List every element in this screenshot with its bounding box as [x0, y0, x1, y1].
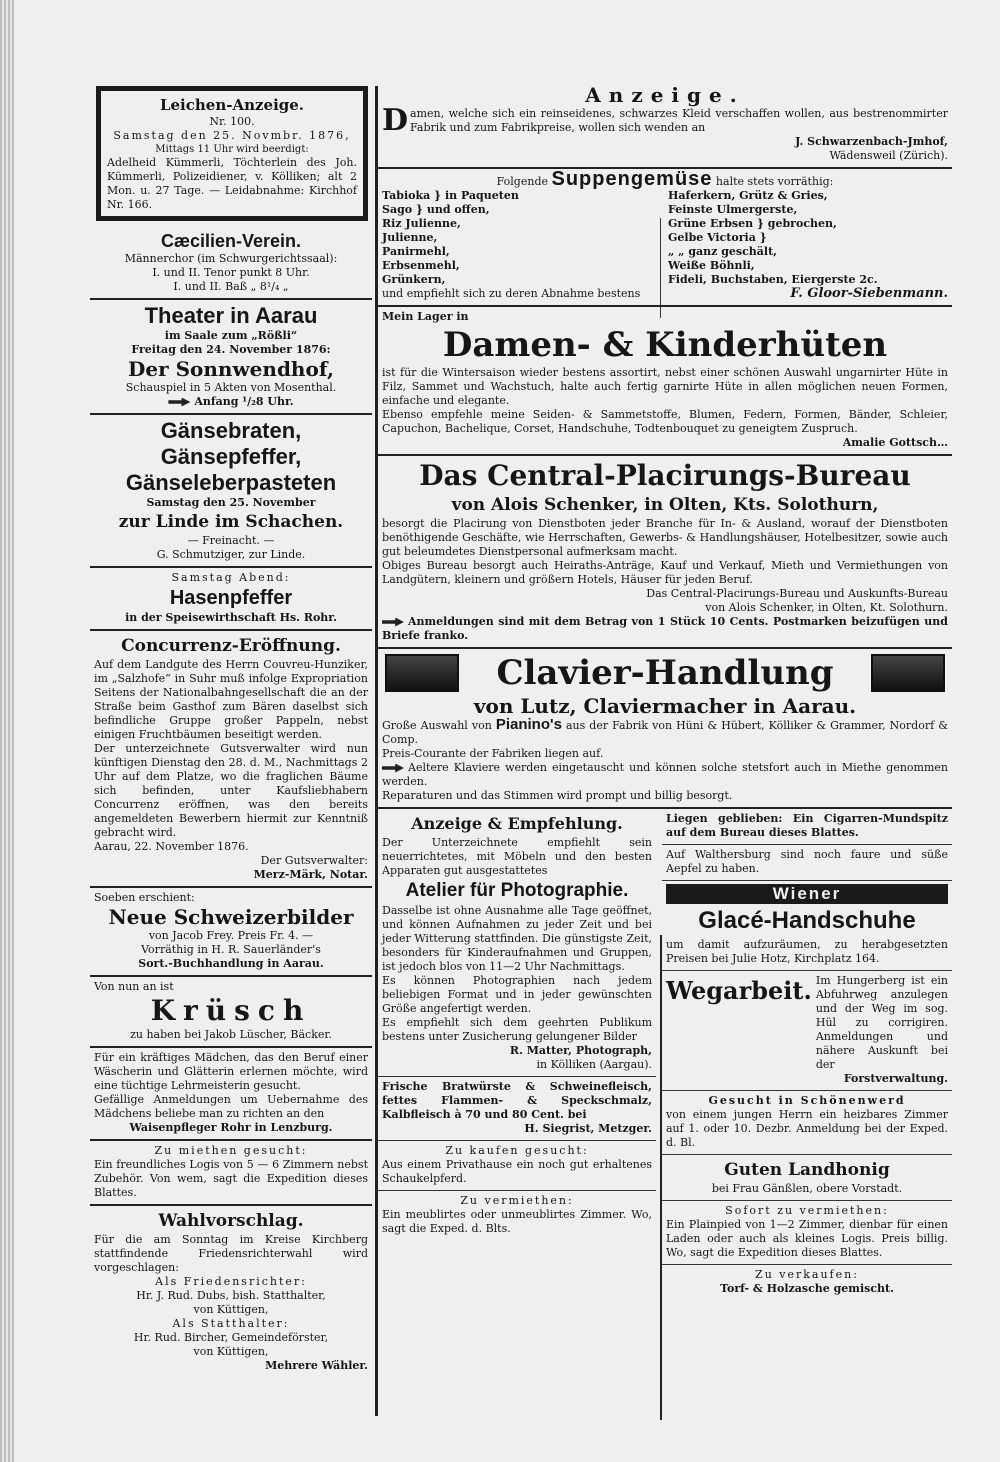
suppe-item: Panirmehl,	[382, 245, 450, 258]
bratwurst-sig: H. Siegrist, Metzger.	[524, 1122, 652, 1135]
pointing-hand-icon	[168, 398, 190, 407]
death-notice-time: Mittags 11 Uhr wird beerdigt:	[155, 144, 309, 155]
clavier-text: Große Auswahl von	[382, 719, 492, 732]
lower-left	[378, 809, 656, 1300]
concurrenz-title: Concurrenz-Eröffnung.	[121, 636, 341, 656]
kaufen-text: Aus einem Privathause ein noch gut erhaltenes Schaukelpferd.	[382, 1158, 652, 1185]
glace-title: Glacé-Handschuhe	[698, 907, 916, 934]
gaense-place: zur Linde im Schachen.	[118, 512, 344, 532]
maedchen-text: Gefällige Anmeldungen um Uebernahme des Mädchens beliebe man zu richten an den	[94, 1093, 368, 1120]
caecilien-title: Cæcilien-Verein.	[160, 231, 302, 251]
schweizerbilder-ad	[90, 888, 372, 977]
anzeige-sig: J. Schwarzenbach-Jmhof,	[795, 135, 948, 148]
central-sig: von Alois Schenker, in Olten, Kt. Solothurn.	[705, 601, 948, 614]
anzeige-initial: D	[382, 103, 409, 138]
schweizerbilder-line: Soeben erschient:	[94, 891, 195, 904]
suppe-ad	[378, 169, 952, 307]
photo-text: Der Unterzeichnete empfiehlt sein neuerrichtetes, mit Möbeln und den besten Apparaten gut ausgestattetes	[382, 836, 652, 877]
schweizerbilder-line: Vorräthig in H. R. Sauerländer's	[141, 943, 321, 956]
central-sig: Das Central-Placirungs-Bureau und Auskunfts-Bureau	[646, 587, 948, 600]
honig-line: bei Frau Gänßlen, obere Vorstadt.	[711, 1182, 903, 1195]
bratwurst-ad	[378, 1077, 656, 1141]
suppe-item: Fideli, Buchstaben, Eiergerste 2c.	[668, 273, 878, 286]
clavier-text: aus der Fabrik von Hüni & Hübert, Kölliker & Grammer, Nordorf & Comp.	[382, 719, 948, 746]
suppe-item: Gelbe Victoria }	[668, 231, 767, 244]
gaense-line: — Freinacht. —	[187, 534, 275, 547]
left-column	[90, 80, 372, 1425]
wegarbeit-title: Wegarbeit.	[666, 976, 812, 1005]
vermiethen2-ad	[662, 1201, 952, 1265]
wahl-place: von Küttigen,	[193, 1303, 269, 1316]
wegarbeit-sig: Forstverwaltung.	[843, 1072, 948, 1085]
theater-start: Anfang ¹/₂8 Uhr.	[194, 395, 294, 408]
glace-text: um damit aufzuräumen, zu herabgesetzten Preisen bei Julie Hotz, Kirchplatz 164.	[666, 938, 948, 965]
photo-title: Anzeige & Empfehlung.	[411, 814, 623, 833]
vermiethen-title: Zu vermiethen:	[460, 1194, 574, 1207]
suppe-item: Grünkern,	[382, 273, 446, 286]
death-notice-title: Leichen-Anzeige.	[159, 96, 305, 114]
miethen-ad	[90, 1141, 372, 1206]
zimmer-title: Gesucht in Schönenwerd	[708, 1094, 906, 1107]
suppe-item: Sago } und offen,	[382, 203, 490, 216]
suppe-pre: Folgende	[496, 175, 548, 188]
hasen-line: Samstag Abend:	[171, 571, 291, 584]
suppe-item: Weiße Böhnli,	[668, 259, 755, 272]
suppe-item: Grüne Erbsen } gebrochen,	[668, 217, 837, 230]
gaense-title: Gänsebraten, Gänsepfeffer, Gänseleberpasteten	[125, 418, 337, 495]
anzeige-ad	[378, 80, 952, 169]
death-notice-number: Nr. 100.	[209, 115, 255, 128]
hasen-title: Hasenpfeffer	[169, 587, 293, 609]
clavier-text: Reparaturen und das Stimmen wird prompt und billig besorgt.	[382, 789, 733, 802]
concurrenz-text: Auf dem Landgute des Herrn Couvreu-Hunziker, im „Salzhofe“ in Suhr muß infolge Expropriation Seitens der Nationalbahngesellschaft die an der Straße beim Gasthof zum Bären daselbst sich befindliche Gruppe großer Pappeln, nebst einigen Fruchtbäumen beseitigt werden.	[94, 658, 368, 741]
maedchen-line: Waisenpfleger Rohr in Lenzburg.	[129, 1121, 333, 1134]
vermiethen2-title: Sofort zu vermiethen:	[725, 1204, 889, 1217]
concurrenz-ad	[90, 631, 372, 888]
kruesch-title: Krüsch	[150, 994, 312, 1027]
pointing-hand-icon	[382, 618, 404, 627]
clavier-text: Preis-Courante der Fabriken liegen auf.	[382, 747, 604, 760]
photo-heading: Atelier für Photographie.	[405, 880, 629, 901]
kruesch-ad	[90, 977, 372, 1048]
central-text: Obiges Bureau besorgt auch Heiraths-Anträge, Kauf und Verkauf, Mieth und Vermiethungen von Landgütern, kleinern und größern Hotels, Häuser für jeden Beruf.	[382, 559, 948, 586]
concurrenz-date: Aarau, 22. November 1876.	[94, 840, 249, 853]
vermiethen-ad	[378, 1191, 656, 1240]
kruesch-line: Von nun an ist	[94, 980, 174, 993]
suppe-title: Suppengemüse	[551, 168, 713, 190]
clavier-title: Clavier-Handlung	[496, 653, 834, 693]
suppe-right-list	[668, 189, 948, 287]
honig-ad	[662, 1155, 952, 1201]
pointing-hand-icon	[382, 764, 404, 773]
schweizerbilder-line: Sort.-Buchhandlung in Aarau.	[138, 957, 324, 970]
wahl-place: von Küttigen,	[193, 1345, 269, 1358]
damen-line: Mein Lager in	[382, 310, 469, 323]
theater-line: Freitag den 24. November 1876:	[131, 343, 331, 356]
vermiethen-text: Ein meublirtes oder unmeublirtes Zimmer. Wo, sagt die Exped. d. Blts.	[382, 1208, 652, 1235]
wahl-title: Wahlvorschlag.	[158, 1211, 304, 1231]
suppe-item: Tabioka } in Paqueten	[382, 189, 519, 202]
suppe-post: halte stets vorräthig:	[715, 175, 834, 188]
theater-line: Schauspiel in 5 Akten von Mosenthal.	[125, 381, 337, 394]
lower-section	[378, 809, 952, 1300]
wahl-text: Für die am Sonntag im Kreise Kirchberg stattfindende Friedensrichterwahl wird vorgeschlagen:	[94, 1233, 368, 1274]
miethen-title: Zu miethen gesucht:	[154, 1144, 308, 1157]
wahl-ad	[90, 1206, 372, 1377]
clavier-subtitle: von Lutz, Claviermacher in Aarau.	[473, 694, 857, 718]
piano-icon	[385, 654, 459, 692]
suppe-item: Feinste Ulmergerste,	[668, 203, 798, 216]
suppe-sig: F. Gloor-Siebenmann.	[790, 286, 948, 301]
suppe-item: Erbsenmehl,	[382, 259, 460, 272]
gaense-line: Samstag den 25. November	[146, 496, 316, 509]
central-title: Das Central-Placirungs-Bureau	[419, 459, 911, 492]
damen-title: Damen- & Kinderhüten	[442, 325, 888, 365]
central-subtitle: von Alois Schenker, in Olten, Kts. Solothurn,	[451, 495, 879, 515]
verkaufen-title: Zu verkaufen:	[755, 1268, 859, 1281]
concurrenz-sig: Merz-Märk, Notar.	[253, 868, 368, 881]
damen-ad	[378, 307, 952, 456]
theater-line: im Saale zum „Rößli“	[164, 329, 298, 342]
wahl-name: Hr. Rud. Bircher, Gemeindeförster,	[133, 1331, 329, 1344]
vermiethen2-text: Ein Plainpied von 1—2 Zimmer, dienbar für einen Laden oder auch als kleines Logis. Preis billig. Wo, sagt die Expedition dieses Blattes.	[666, 1218, 948, 1259]
zimmer-text: von einem jungen Herrn ein heizbares Zimmer auf 1. oder 10. Dezbr. Anmeldung bei der Exped. d. Bl.	[666, 1108, 948, 1149]
glace-ad	[662, 881, 952, 971]
photo-sig: R. Matter, Photograph,	[509, 1044, 652, 1057]
caecilien-line: I. und II. Tenor punkt 8 Uhr.	[152, 266, 310, 279]
kruesch-line: zu haben bei Jakob Lüscher, Bäcker.	[130, 1028, 332, 1041]
page-edge	[0, 0, 14, 1462]
kaufen-title: Zu kaufen gesucht:	[445, 1144, 589, 1157]
piano-icon	[871, 654, 945, 692]
lower-right	[662, 809, 952, 1300]
suppe-left-list	[382, 189, 662, 287]
kaufen-ad	[378, 1141, 656, 1191]
gaense-line: G. Schmutziger, zur Linde.	[156, 548, 306, 561]
aepfel-ad: Auf Walthersburg sind noch faure und süße Aepfel zu haben.	[662, 845, 952, 881]
right-column	[378, 80, 952, 1425]
photo-ad	[378, 809, 656, 1077]
zimmer-ad	[662, 1091, 952, 1155]
bratwurst-text: Frische Bratwürste & Schweinefleisch, fettes Flammen- & Speckschmalz, Kalbfleisch à 70 und 80 Cent. bei	[382, 1080, 652, 1121]
concurrenz-text: Der unterzeichnete Gutsverwalter wird nun künftigen Dienstag den 28. d. M., Nachmittags 2 Uhr auf dem Platze, wo die fraglichen Bäume sich befinden, unter Kaufsliebhabern Concurrenz eröffnen, was den bereits angemeldeten Bewerbern hiermit zur Kenntniß gebracht wird.	[94, 742, 368, 839]
honig-title: Guten Landhonig	[724, 1160, 890, 1180]
central-ad	[378, 456, 952, 649]
caecilien-ad	[90, 227, 372, 300]
wahl-role: Als Friedensrichter:	[155, 1275, 307, 1288]
anzeige-sig: Wädensweil (Zürich).	[829, 149, 948, 162]
concurrenz-sig: Der Gutsverwalter:	[260, 854, 368, 867]
wahl-sig: Mehrere Wähler.	[265, 1359, 368, 1372]
central-text: besorgt die Placirung von Dienstboten jeder Branche für In- & Ausland, worauf der Dienstboten benöthigende Geschäfte, wie Herrschaften, Gewerbs- & Handlungshäuser, Hotelbesitzer, sowie auch gut beleumdetes Dienstpersonal aufmerksam macht.	[382, 517, 948, 558]
liegen-ad: Liegen geblieben: Ein Cigarren-Mundspitz auf dem Bureau dieses Blattes.	[662, 809, 952, 845]
clavier-text: Aeltere Klaviere werden eingetauscht und können solche stetsfort auch in Miethe genommen werden.	[382, 761, 948, 788]
caecilien-line: I. und II. Baß „ 8¹/₄ „	[173, 280, 289, 293]
photo-sig: in Kölliken (Aargau).	[536, 1058, 652, 1071]
damen-text: Ebenso empfehle meine Seiden- & Sammetstoffe, Blumen, Federn, Formen, Bänder, Schleier, Capuchon, Bachelique, Corset, Handschuhe, Todtenbouquet zu geneigtem Zuspruch.	[382, 408, 948, 435]
photo-text: Es empfiehlt sich dem geehrten Publikum bestens unter Zusicherung gelungener Bilder	[382, 1016, 652, 1043]
clavier-ad	[378, 649, 952, 809]
central-note: Anmeldungen sind mit dem Betrag von 1 Stück 10 Cents. Postmarken beizufügen und Briefe franko.	[382, 615, 948, 642]
verkaufen-text: Torf- & Holzasche gemischt.	[720, 1282, 894, 1295]
death-notice-date: Samstag den 25. Novmbr. 1876,	[113, 129, 351, 142]
anzeige-title: Anzeige.	[585, 83, 745, 107]
caecilien-line: Männerchor (im Schwurgerichtssaal):	[124, 252, 338, 265]
damen-sig: Amalie Gottsch…	[842, 436, 948, 449]
miethen-text: Ein freundliches Logis von 5 — 6 Zimmern nebst Zubehör. Von wem, sagt die Expedition dieses Blattes.	[94, 1158, 368, 1199]
suppe-item: Julienne,	[382, 231, 438, 244]
photo-text: Dasselbe ist ohne Ausnahme alle Tage geöffnet, und können Aufnahmen zu jeder Zeit und bei jeder Witterung stattfinden. Die günstigste Zeit, besonders für Kinderaufnahmen und Gruppen, ist jedoch blos von 11—2 Uhr Nachmittags.	[382, 904, 652, 973]
gaense-ad	[90, 415, 372, 568]
maedchen-text: Für ein kräftiges Mädchen, das den Beruf einer Wäscherin und Glätterin erlernen möchte, wird eine tüchtige Lehrmeisterin gesucht.	[94, 1051, 368, 1092]
suppe-item: Riz Julienne,	[382, 217, 461, 230]
maedchen-ad	[90, 1048, 372, 1141]
schweizerbilder-title: Neue Schweizerbilder	[108, 905, 354, 929]
verkaufen-ad	[662, 1265, 952, 1300]
damen-text: ist für die Wintersaison wieder bestens assortirt, nebst einer schönen Auswahl ungarnirter Hüte in Filz, Sammet und Wachstuch, halte auch fertig garnirte Hüte in allen möglichen neuen Formen, einfache und elegante.	[382, 366, 948, 407]
schweizerbilder-line: von Jacob Frey. Preis Fr. 4. —	[148, 929, 314, 942]
anzeige-text: amen, welche sich ein reinseidenes, schwarzes Kleid verschaffen wollen, aus bestrenommirter Fabrik und zum Fabrikpreise, wollen sich wenden an	[410, 107, 948, 134]
wegarbeit-ad	[662, 971, 952, 1091]
death-notice-text: Adelheid Kümmerli, Töchterlein des Joh. Kümmerli, Polizeidiener, v. Kölliken; alt 2 Mon. u. 27 Tage. — Leidabnahme: Kirchhof Nr. 166.	[107, 156, 357, 211]
theater-ad	[90, 300, 372, 415]
hasen-line: in der Speisewirthschaft Hs. Rohr.	[125, 611, 337, 624]
glace-title: Wiener	[666, 884, 948, 904]
death-notice	[96, 86, 368, 221]
suppe-item: „ „ ganz geschält,	[668, 245, 778, 258]
wahl-name: Hr. J. Rud. Dubs, bish. Statthalter,	[136, 1289, 326, 1302]
suppe-footer: und empfiehlt sich zu deren Abnahme bestens	[382, 287, 641, 300]
theater-play: Der Sonnwendhof,	[128, 357, 334, 381]
suppe-item: Haferkern, Grütz & Gries,	[668, 189, 828, 202]
hasen-ad	[90, 568, 372, 631]
theater-title: Theater in Aarau	[144, 303, 318, 328]
wahl-role: Als Statthalter:	[172, 1317, 290, 1330]
wegarbeit-text: Im Hungerberg ist ein Abfuhrweg anzulegen und der Weg im sog. Hül zu corrigiren. Anmeldungen und nähere Auskunft bei der	[815, 974, 948, 1071]
photo-text: Es können Photographien nach jedem beliebigen Format und in jeder gewünschten Größe angefertigt werden.	[382, 974, 652, 1015]
clavier-pianinos: Pianino's	[495, 716, 562, 733]
